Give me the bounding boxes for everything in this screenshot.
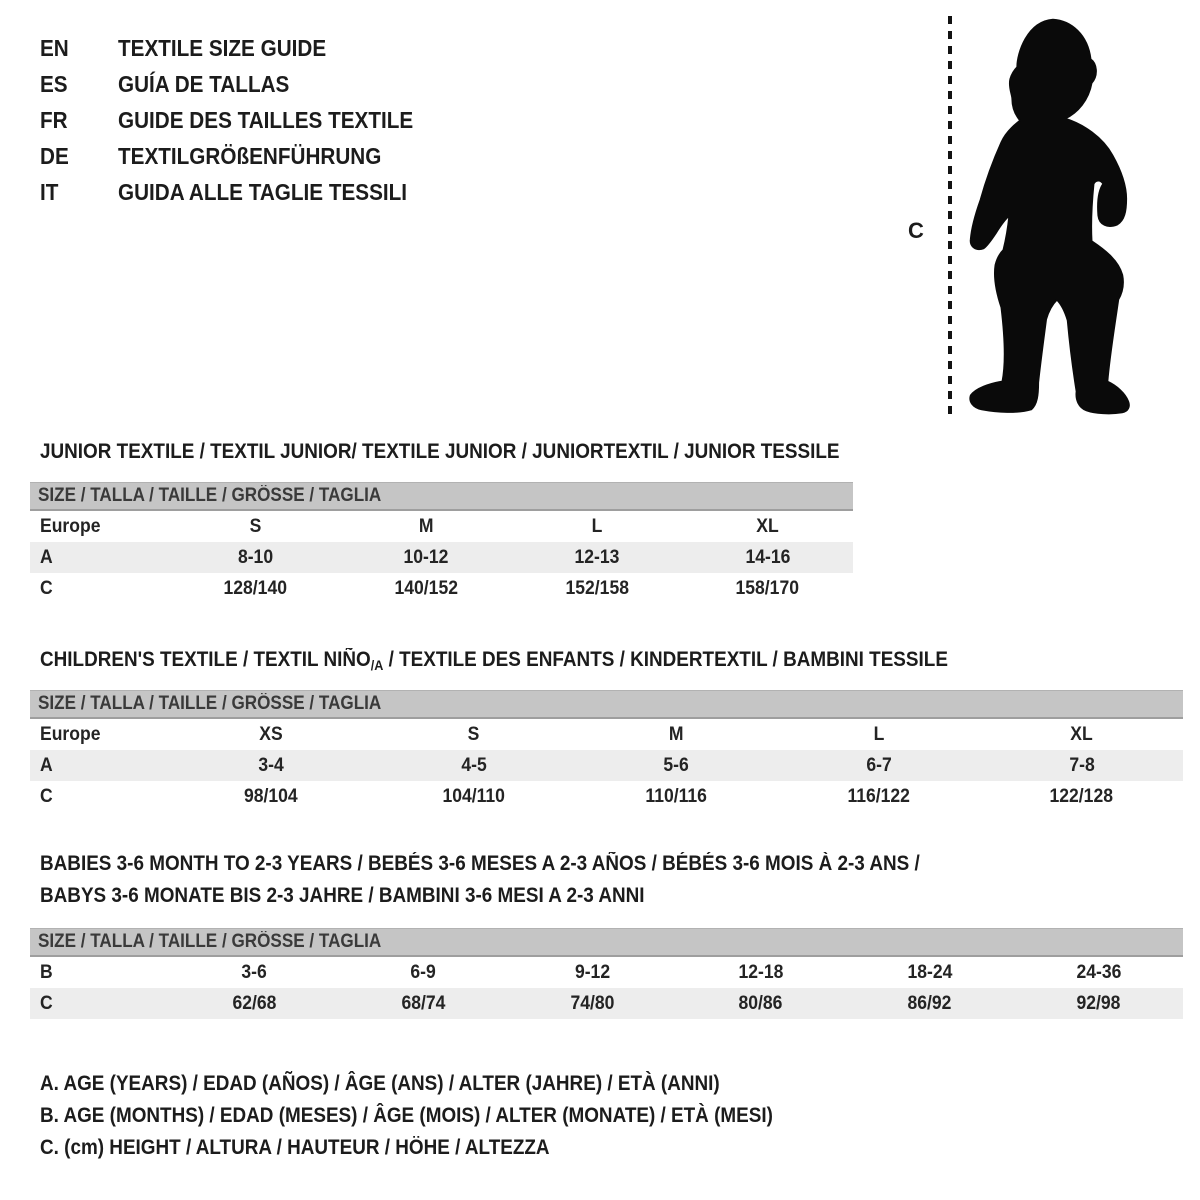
language-row	[40, 30, 446, 66]
region-header-cell	[30, 511, 170, 542]
language-label	[118, 102, 446, 138]
value-text: 86/92	[907, 992, 952, 1014]
size-header-bar	[30, 482, 853, 511]
value-cell	[1014, 957, 1183, 988]
height-measure-dashed-line	[948, 16, 952, 416]
language-code	[40, 174, 118, 210]
legend-line-b-text: B. AGE (MONTHS) / EDAD (MESES) / ÂGE (MOIS) / ALTER (MONATE) / ETÀ (MESI)	[40, 1104, 773, 1127]
value-cell	[170, 573, 341, 604]
value-cell	[980, 781, 1183, 812]
babies-title-line1: BABIES 3-6 MONTH TO 2-3 YEARS / BEBÉS 3-6 MESES A 2-3 AÑOS / BÉBÉS 3-6 MOIS À 2-3 ANS /	[40, 852, 920, 875]
children-section-title-text	[40, 644, 948, 681]
size-cell	[341, 511, 512, 542]
language-label	[118, 66, 308, 102]
row-label-cell	[30, 988, 170, 1019]
language-label-text: GUIDA ALLE TAGLIE TESSILI	[118, 179, 408, 205]
value-cell	[170, 781, 373, 812]
size-cell	[682, 511, 853, 542]
value-text: 140/152	[394, 577, 458, 599]
row-label-cell	[30, 750, 170, 781]
junior-size-table	[30, 482, 853, 604]
language-row	[40, 66, 446, 102]
size-text: S	[468, 723, 480, 745]
language-label	[118, 174, 439, 210]
children-title-pre: CHILDREN'S TEXTILE / TEXTIL NIÑO	[40, 648, 371, 671]
value-cell	[339, 988, 508, 1019]
language-label-text: GUÍA DE TALLAS	[118, 71, 290, 97]
value-text: 110/116	[645, 785, 708, 807]
row-label-text: C	[40, 992, 53, 1014]
size-header-bar	[30, 690, 1183, 719]
value-text: 122/128	[1049, 785, 1114, 807]
size-text: L	[873, 723, 885, 745]
language-row	[40, 102, 446, 138]
value-cell	[1014, 988, 1183, 1019]
language-label	[118, 138, 411, 174]
toddler-silhouette-image	[958, 14, 1136, 418]
junior-section-title	[40, 436, 928, 468]
value-text: 80/86	[738, 992, 783, 1014]
language-code-text: DE	[40, 143, 69, 169]
language-title-list	[40, 30, 446, 210]
babies-size-table	[30, 928, 1183, 1019]
size-text: M	[669, 723, 684, 745]
row-label-cell	[30, 542, 170, 573]
size-cell	[778, 719, 981, 750]
value-text: 10-12	[403, 546, 449, 568]
children-size-table	[30, 690, 1183, 812]
table-row-sizes	[30, 511, 853, 542]
measure-legend	[40, 1068, 854, 1164]
junior-section-title-text: JUNIOR TEXTILE / TEXTIL JUNIOR/ TEXTILE JUNIOR / JUNIORTEXTIL / JUNIOR TESSILE	[40, 440, 840, 463]
value-text: 62/68	[232, 992, 277, 1014]
table-row-height	[30, 988, 1183, 1019]
row-label-text: C	[40, 785, 53, 807]
value-cell	[339, 957, 508, 988]
row-label-cell	[30, 573, 170, 604]
value-cell	[508, 988, 677, 1019]
value-text: 3-6	[241, 961, 268, 983]
table-row-height	[30, 781, 1183, 812]
row-label-text: A	[40, 546, 53, 568]
height-measure-label: C	[908, 218, 924, 243]
language-label-text: TEXTILE SIZE GUIDE	[118, 35, 327, 61]
value-cell	[373, 781, 576, 812]
value-text: 4-5	[461, 754, 487, 776]
value-text: 68/74	[401, 992, 446, 1014]
value-text: 12-18	[738, 961, 784, 983]
value-cell	[778, 781, 981, 812]
row-label-text: A	[40, 754, 53, 776]
size-text: XL	[756, 515, 779, 537]
table-row-sizes	[30, 719, 1183, 750]
value-cell	[341, 542, 512, 573]
size-header-text: SIZE / TALLA / TAILLE / GRÖSSE / TAGLIA	[38, 931, 382, 952]
region-header-cell	[30, 719, 170, 750]
value-text: 14-16	[745, 546, 791, 568]
value-text: 104/110	[442, 785, 506, 807]
value-text: 9-12	[574, 961, 610, 983]
language-row	[40, 174, 446, 210]
value-text: 3-4	[258, 754, 284, 776]
size-cell	[170, 719, 373, 750]
value-text: 128/140	[223, 577, 288, 599]
value-text: 7-8	[1068, 754, 1095, 776]
language-row	[40, 138, 446, 174]
row-label-cell	[30, 957, 170, 988]
size-text: XS	[259, 723, 283, 745]
value-cell	[682, 542, 853, 573]
size-header-text: SIZE / TALLA / TAILLE / GRÖSSE / TAGLIA	[38, 693, 382, 714]
language-code	[40, 102, 118, 138]
region-header-text: Europe	[40, 515, 101, 537]
value-cell	[170, 750, 373, 781]
value-cell	[341, 573, 512, 604]
babies-section-title	[40, 848, 1018, 912]
size-header-text: SIZE / TALLA / TAILLE / GRÖSSE / TAGLIA	[38, 485, 382, 506]
language-code	[40, 66, 118, 102]
row-label-text: C	[40, 577, 53, 599]
table-row-age	[30, 750, 1183, 781]
value-text: 152/158	[565, 577, 629, 599]
value-cell	[845, 988, 1014, 1019]
legend-line-a	[40, 1068, 854, 1100]
value-text: 6-7	[866, 754, 892, 776]
value-cell	[575, 750, 778, 781]
table-row-height	[30, 573, 853, 604]
size-text: XL	[1070, 723, 1093, 745]
legend-line-c-text: C. (cm) HEIGHT / ALTURA / HAUTEUR / HÖHE / ALTEZZA	[40, 1136, 550, 1159]
size-header-bar	[30, 928, 1183, 957]
value-cell	[170, 542, 341, 573]
value-text: 24-36	[1076, 961, 1121, 983]
size-text: L	[591, 515, 603, 537]
value-cell	[170, 957, 339, 988]
value-text: 12-13	[574, 546, 620, 568]
table-row-months	[30, 957, 1183, 988]
language-code	[40, 138, 118, 174]
value-text: 18-24	[907, 961, 953, 983]
children-title-post: / TEXTILE DES ENFANTS / KINDERTEXTIL / BAMBINI TESSILE	[383, 648, 948, 671]
value-cell	[170, 988, 339, 1019]
size-text: M	[418, 515, 434, 537]
language-code-text: FR	[40, 107, 68, 133]
language-label-text: TEXTILGRÖßENFÜHRUNG	[118, 143, 382, 169]
value-cell	[676, 957, 845, 988]
size-text: S	[249, 515, 262, 537]
language-code-text: IT	[40, 179, 59, 205]
row-label-cell	[30, 781, 170, 812]
size-cell	[980, 719, 1183, 750]
legend-line-a-text: A. AGE (YEARS) / EDAD (AÑOS) / ÂGE (ANS) / ALTER (JAHRE) / ETÀ (ANNI)	[40, 1072, 720, 1095]
region-header-text: Europe	[40, 723, 101, 745]
language-code-text: EN	[40, 35, 69, 61]
size-cell	[373, 719, 576, 750]
value-cell	[845, 957, 1014, 988]
language-label-text: GUIDE DES TAILLES TEXTILE	[118, 107, 414, 133]
value-text: 116/122	[847, 785, 911, 807]
children-title-subscript: /A	[370, 657, 384, 673]
value-text: 158/170	[735, 577, 800, 599]
size-cell	[170, 511, 341, 542]
table-row-age	[30, 542, 853, 573]
babies-title-line2: BABYS 3-6 MONATE BIS 2-3 JAHRE / BAMBINI 3-6 MESI A 2-3 ANNI	[40, 884, 645, 907]
value-text: 92/98	[1076, 992, 1121, 1014]
value-cell	[980, 750, 1183, 781]
value-cell	[508, 957, 677, 988]
value-cell	[778, 750, 981, 781]
language-code-text: ES	[40, 71, 68, 97]
value-cell	[682, 573, 853, 604]
size-cell	[575, 719, 778, 750]
value-text: 98/104	[244, 785, 299, 807]
value-cell	[373, 750, 576, 781]
value-text: 74/80	[570, 992, 615, 1014]
value-cell	[676, 988, 845, 1019]
value-text: 8-10	[237, 546, 273, 568]
legend-line-c	[40, 1132, 854, 1164]
row-label-text: B	[40, 961, 53, 983]
value-cell	[575, 781, 778, 812]
language-code	[40, 30, 118, 66]
value-cell	[512, 542, 683, 573]
legend-line-b	[40, 1100, 854, 1132]
language-label	[118, 30, 349, 66]
value-text: 6-9	[410, 961, 436, 983]
value-text: 5-6	[663, 754, 690, 776]
size-cell	[512, 511, 683, 542]
children-section-title	[40, 644, 1049, 681]
value-cell	[512, 573, 683, 604]
